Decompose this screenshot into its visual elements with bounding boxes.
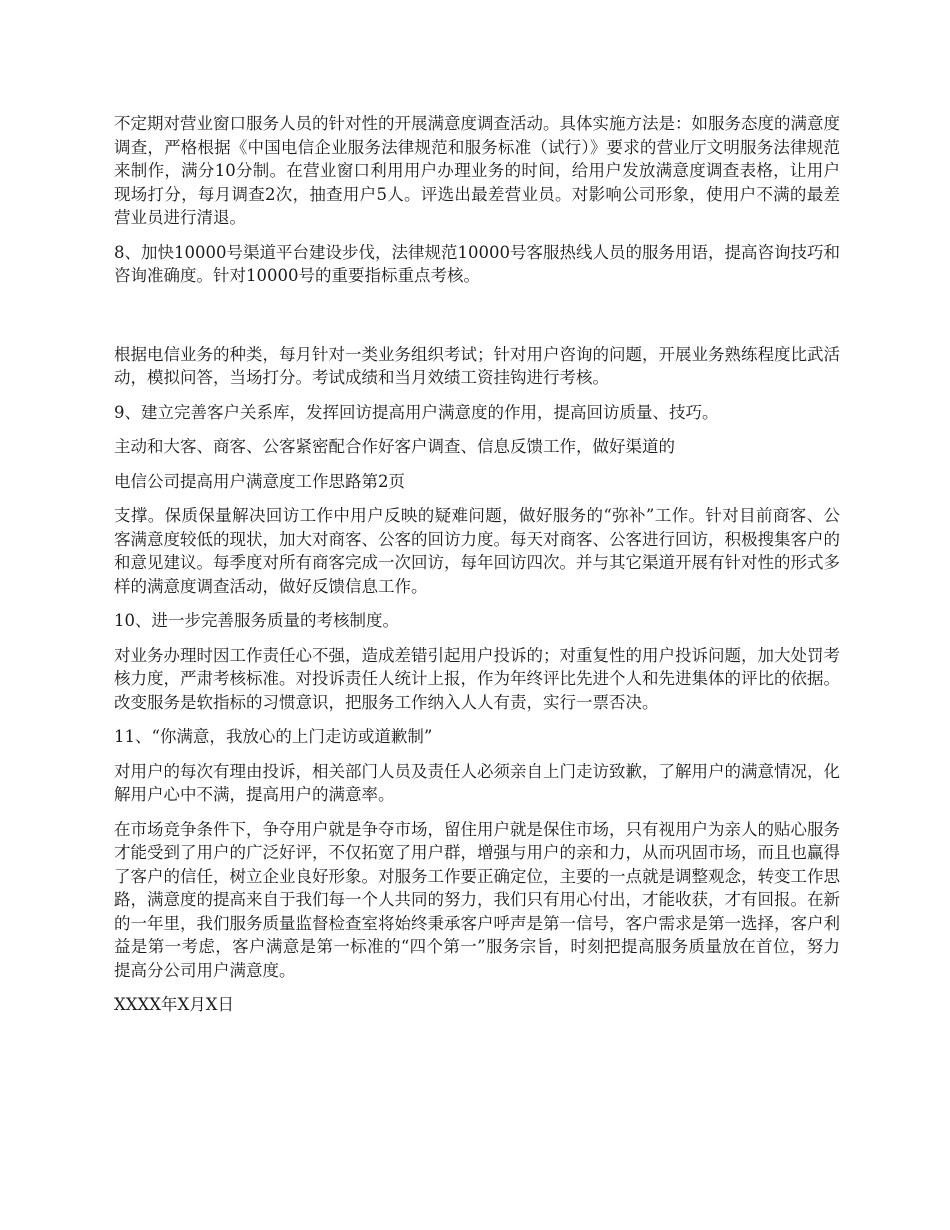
paragraph-conclusion: 在市场竞争条件下，争夺用户就是争夺市场，留住用户就是保住市场，只有视用户为亲人的贴心服务才能受到了用户的广泛好评，不仅拓宽了用户群，增强与用户的亲和力，从而巩固市场，而且也赢得了客户的信任，树立企业良好形象。对服务工作要正确定位，主要的一点就是调整观念，转变工作思路，满意度的提高来自于我们每一个人共同的努力，我们只有用心付出，才能收获，才有回报。在新的一年里，我们服务质量监督检查室将始终秉承客户呼声是第一信号，客户需求是第一选择，客户利益是第一考虑，客户满意是第一标准的“四个第一”服务宗旨，时刻把提高服务质量放在首位，努力提高分公司用户满意度。 — [114, 819, 840, 980]
paragraph-complaint-assessment: 对业务办理时因工作责任心不强，造成差错引起用户投诉的；对重复性的用户投诉问题，加大处罚考核力度，严肃考核标准。对投诉责任人统计上报，作为年终评比先进个人和先进集体的评比的依据。改变服务是软指标的习惯意识，把服务工作纳入人人有责，实行一票否决。 — [114, 645, 840, 712]
paragraph-item-9: 9、建立完善客户关系库，发挥回访提高用户满意度的作用，提高回访质量、技巧。 — [114, 402, 719, 422]
document-body — [114, 112, 840, 1028]
paragraph-item-11: 11、“你满意，我放心的上门走访或道歉制” — [114, 727, 433, 746]
page-marker: 电信公司提高用户满意度工作思路第2页 — [114, 471, 405, 491]
paragraph-item-8: 8、加快10000号渠道平台建设步伐，法律规范10000号客服热线人员的服务用语，提高咨询技巧和咨询准确度。针对10000号的重要指标重点考核。 — [114, 242, 840, 285]
paragraph-business-exam: 根据电信业务的种类，每月针对一类业务组织考试；针对用户咨询的问题，开展业务熟练程度比武活动，模拟问答，当场打分。考试成绩和当月效绩工资挂钩进行考核。 — [114, 344, 840, 387]
paragraph-item-10: 10、进一步完善服务质量的考核制度。 — [114, 611, 399, 630]
blank-gap — [114, 299, 840, 343]
paragraph-channel-cooperation: 主动和大客、商客、公客紧密配合作好客户调查、信息反馈工作，做好渠道的 — [114, 437, 675, 456]
paragraph-satisfaction-survey: 不定期对营业窗口服务人员的针对性的开展满意度调查活动。具体实施方法是：如服务态度的满意度调查，严格根据《中国电信企业服务法律规范和服务标准（试行）》要求的营业厅文明服务法律规范来制作，满分10分制。在营业窗口利用用户办理业务的时间，给用户发放满意度调查表格，让用户现场打分，每月调查2次，抽查用户5人。评选出最差营业员。对影响公司形象，使用户不满的最差营业员进行清退。 — [114, 114, 840, 227]
document-date: XXXX年X月X日 — [114, 995, 234, 1014]
paragraph-apology-visit: 对用户的每次有理由投诉，相关部门人员及责任人必须亲自上门走访致歉，了解用户的满意情况，化解用户心中不满，提高用户的满意率。 — [114, 761, 840, 804]
paragraph-revisit-support: 支撑。保质保量解决回访工作中用户反映的疑难问题，做好服务的“弥补”工作。针对目前商客、公客满意度较低的现状，加大对商客、公客的回访力度。每天对商客、公客进行回访，积极搜集客户的和意见建议。每季度对所有商客完成一次回访，每年回访四次。并与其它渠道开展有针对性的形式多样的满意度调查活动，做好反馈信息工作。 — [114, 506, 840, 596]
